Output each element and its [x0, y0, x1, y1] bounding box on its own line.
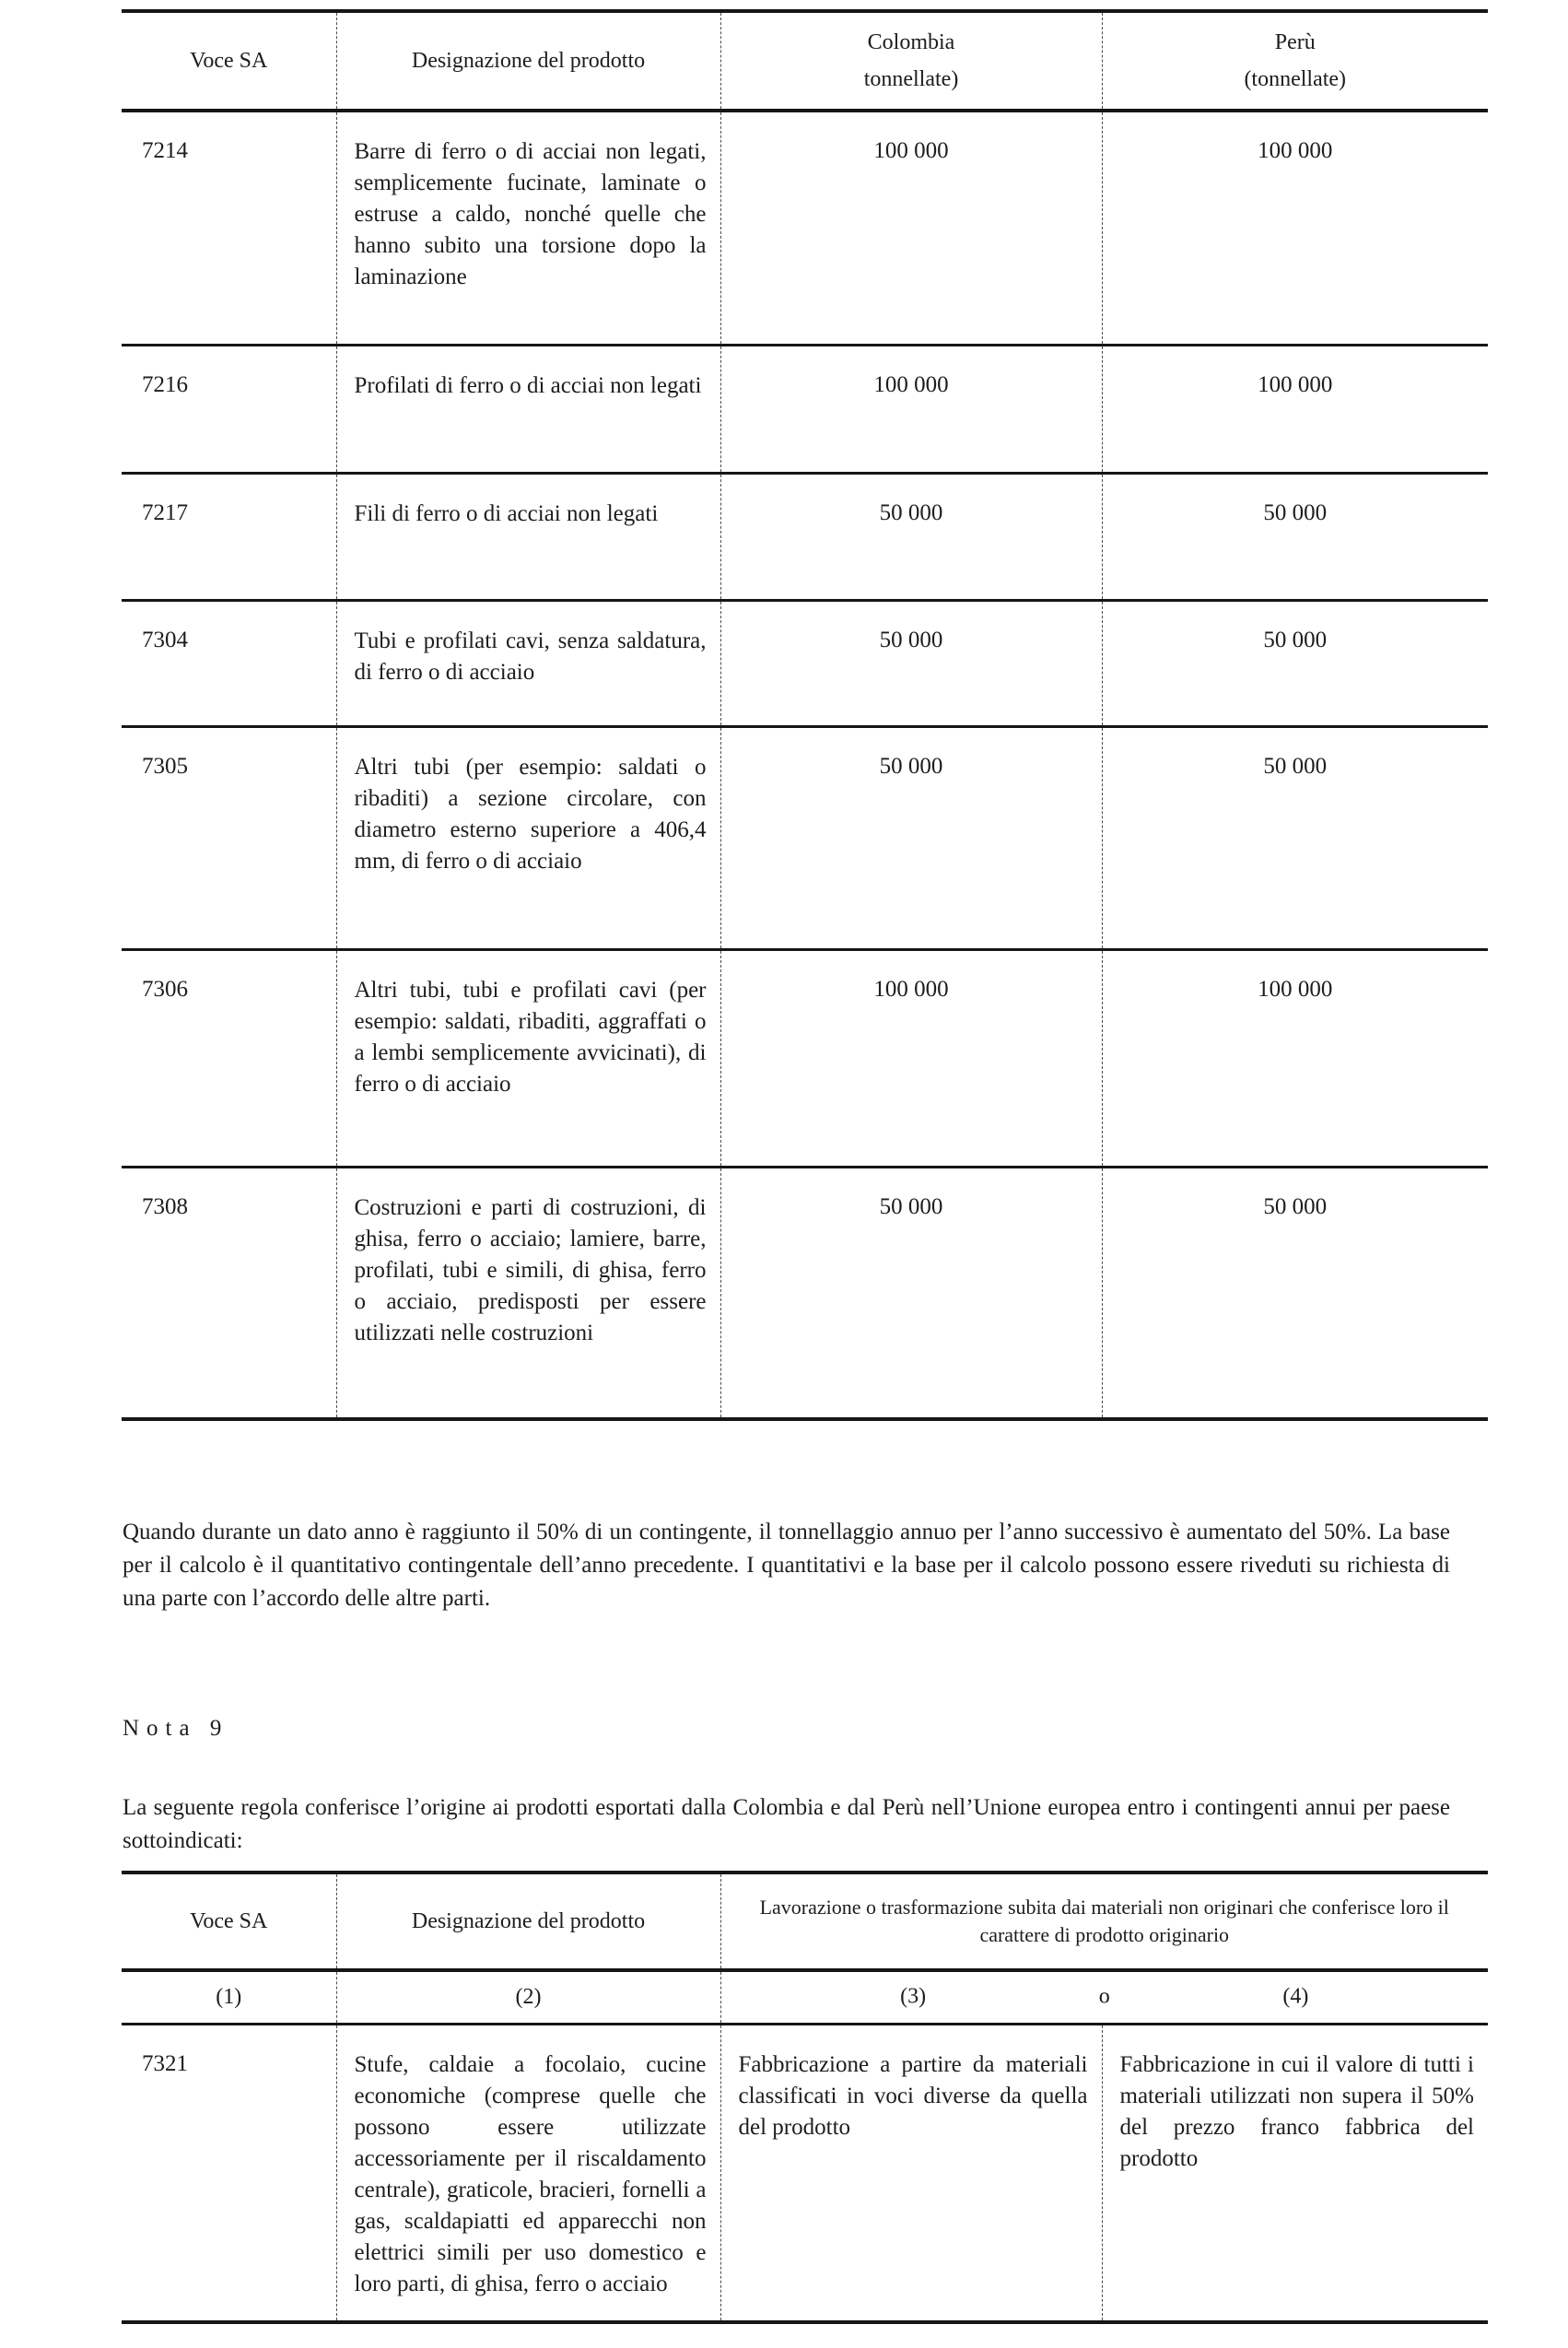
origin-rule-table: [122, 1871, 1488, 2324]
product-description: Profilati di ferro o di acciai non legati: [336, 345, 720, 473]
peru-tonnage: 100 000: [1102, 949, 1488, 1167]
hs-code: 7214: [142, 138, 188, 163]
column-number-o: o: [1098, 1984, 1110, 2009]
hs-code: 7304: [142, 627, 188, 652]
peru-tonnage: 100 000: [1102, 345, 1488, 473]
column-number-4: (4): [1282, 1984, 1309, 2009]
colombia-tonnage: 100 000: [720, 345, 1102, 473]
hs-code: 7216: [142, 371, 188, 397]
product-description: Altri tubi, tubi e profilati cavi (per esempio: saldati, ribaditi, aggraffati o a lembi semplicemente avvicinati), di ferro o di acciaio: [336, 949, 720, 1167]
table-row: [122, 345, 1488, 473]
column-number-row: [122, 1970, 1488, 2024]
peru-tonnage: 50 000: [1102, 726, 1488, 949]
header-voce-sa: Voce SA: [190, 49, 268, 73]
hs-code: 7306: [142, 976, 188, 1002]
origin-rule-3: Fabbricazione a partire da materiali classificati in voci diverse da quella del prodotto: [720, 2024, 1102, 2322]
origin-table-header-row: [122, 1873, 1488, 1970]
product-description: Stufe, caldaie a focolaio, cucine economiche (comprese quelle che possono essere utilizzate accessoriamente per il riscaldamento centrale), graticole, bracieri, fornelli a gas, scaldapiatti ed apparecchi non elettrici simili per uso domestico e loro parti, di ghisa, ferro o acciaio: [336, 2024, 720, 2322]
header-peru: [1102, 11, 1488, 111]
peru-tonnage: 50 000: [1102, 1167, 1488, 1419]
product-description: Tubi e profilati cavi, senza saldatura, di ferro o di acciaio: [336, 600, 720, 726]
header-designazione: Designazione del prodotto: [336, 1873, 720, 1970]
colombia-tonnage: 100 000: [720, 949, 1102, 1167]
colombia-tonnage: 50 000: [720, 473, 1102, 600]
column-number-3: (3): [900, 1984, 927, 2009]
peru-tonnage: 50 000: [1102, 473, 1488, 600]
product-description: Costruzioni e parti di costruzioni, di ghisa, ferro o acciaio; lamiere, barre, profilati, tubi e simili, di ghisa, ferro o acciaio, predisposti per essere utilizzati nelle costruzioni: [336, 1167, 720, 1419]
column-number-1: (1): [216, 1984, 242, 2009]
header-designazione: Designazione del prodotto: [336, 11, 720, 111]
quota-table: [122, 9, 1488, 1421]
hs-code: 7217: [142, 499, 188, 525]
header-lavorazione: Lavorazione o trasformazione subita dai materiali non originari che conferisce loro il carattere di prodotto originario: [720, 1873, 1488, 1970]
header-peru-line1: Perù: [1274, 30, 1316, 54]
colombia-tonnage: 50 000: [720, 726, 1102, 949]
product-description: Altri tubi (per esempio: saldati o ribaditi) a sezione circolare, con diametro esterno superiore a 406,4 mm, di ferro o di acciaio: [336, 726, 720, 949]
hs-code: 7305: [142, 753, 188, 779]
table-row: [122, 949, 1488, 1167]
colombia-tonnage: 100 000: [720, 111, 1102, 345]
quota-table-header-row: [122, 11, 1488, 111]
product-description: Barre di ferro o di acciai non legati, semplicemente fucinate, laminate o estruse a caldo, nonché quelle che hanno subito una torsione dopo la laminazione: [336, 111, 720, 345]
column-number-34: [720, 1970, 1488, 2024]
table-row: [122, 600, 1488, 726]
column-number-2: (2): [336, 1970, 720, 2024]
nota-9-intro: La seguente regola conferisce l’origine ai prodotti esportati dalla Colombia e dal Perù nell’Unione europea entro i contingenti annui per paese sottoindicati:: [123, 1795, 1450, 1853]
peru-tonnage: 50 000: [1102, 600, 1488, 726]
product-description: Fili di ferro o di acciai non legati: [336, 473, 720, 600]
hs-code: 7321: [142, 2050, 188, 2076]
header-peru-line2: (tonnellate): [1244, 67, 1347, 91]
quota-increase-paragraph: Quando durante un dato anno è raggiunto il 50% di un contingente, il tonnellaggio annuo per l’anno successivo è aumentato del 50%. La base per il calcolo è il quantitativo contingentale dell’anno precedente. I quantitativi e la base per il calcolo possono essere riveduti su richiesta di una parte con l’accordo delle altre parti.: [123, 1520, 1450, 1611]
header-colombia-line1: Colombia: [867, 30, 955, 54]
table-row: [122, 111, 1488, 345]
table-row: [122, 726, 1488, 949]
table-row: [122, 473, 1488, 600]
table-row: [122, 1167, 1488, 1419]
origin-rule-4: Fabbricazione in cui il valore di tutti i materiali utilizzati non supera il 50% del prezzo franco fabbrica del prodotto: [1102, 2024, 1488, 2322]
colombia-tonnage: 50 000: [720, 600, 1102, 726]
header-colombia-line2: tonnellate): [863, 67, 959, 91]
hs-code: 7308: [142, 1193, 188, 1219]
peru-tonnage: 100 000: [1102, 111, 1488, 345]
header-voce-sa: Voce SA: [190, 1908, 268, 1933]
header-colombia: [720, 11, 1102, 111]
table-row: [122, 2024, 1488, 2322]
nota-9-heading: Nota 9: [123, 1716, 229, 1741]
colombia-tonnage: 50 000: [720, 1167, 1102, 1419]
